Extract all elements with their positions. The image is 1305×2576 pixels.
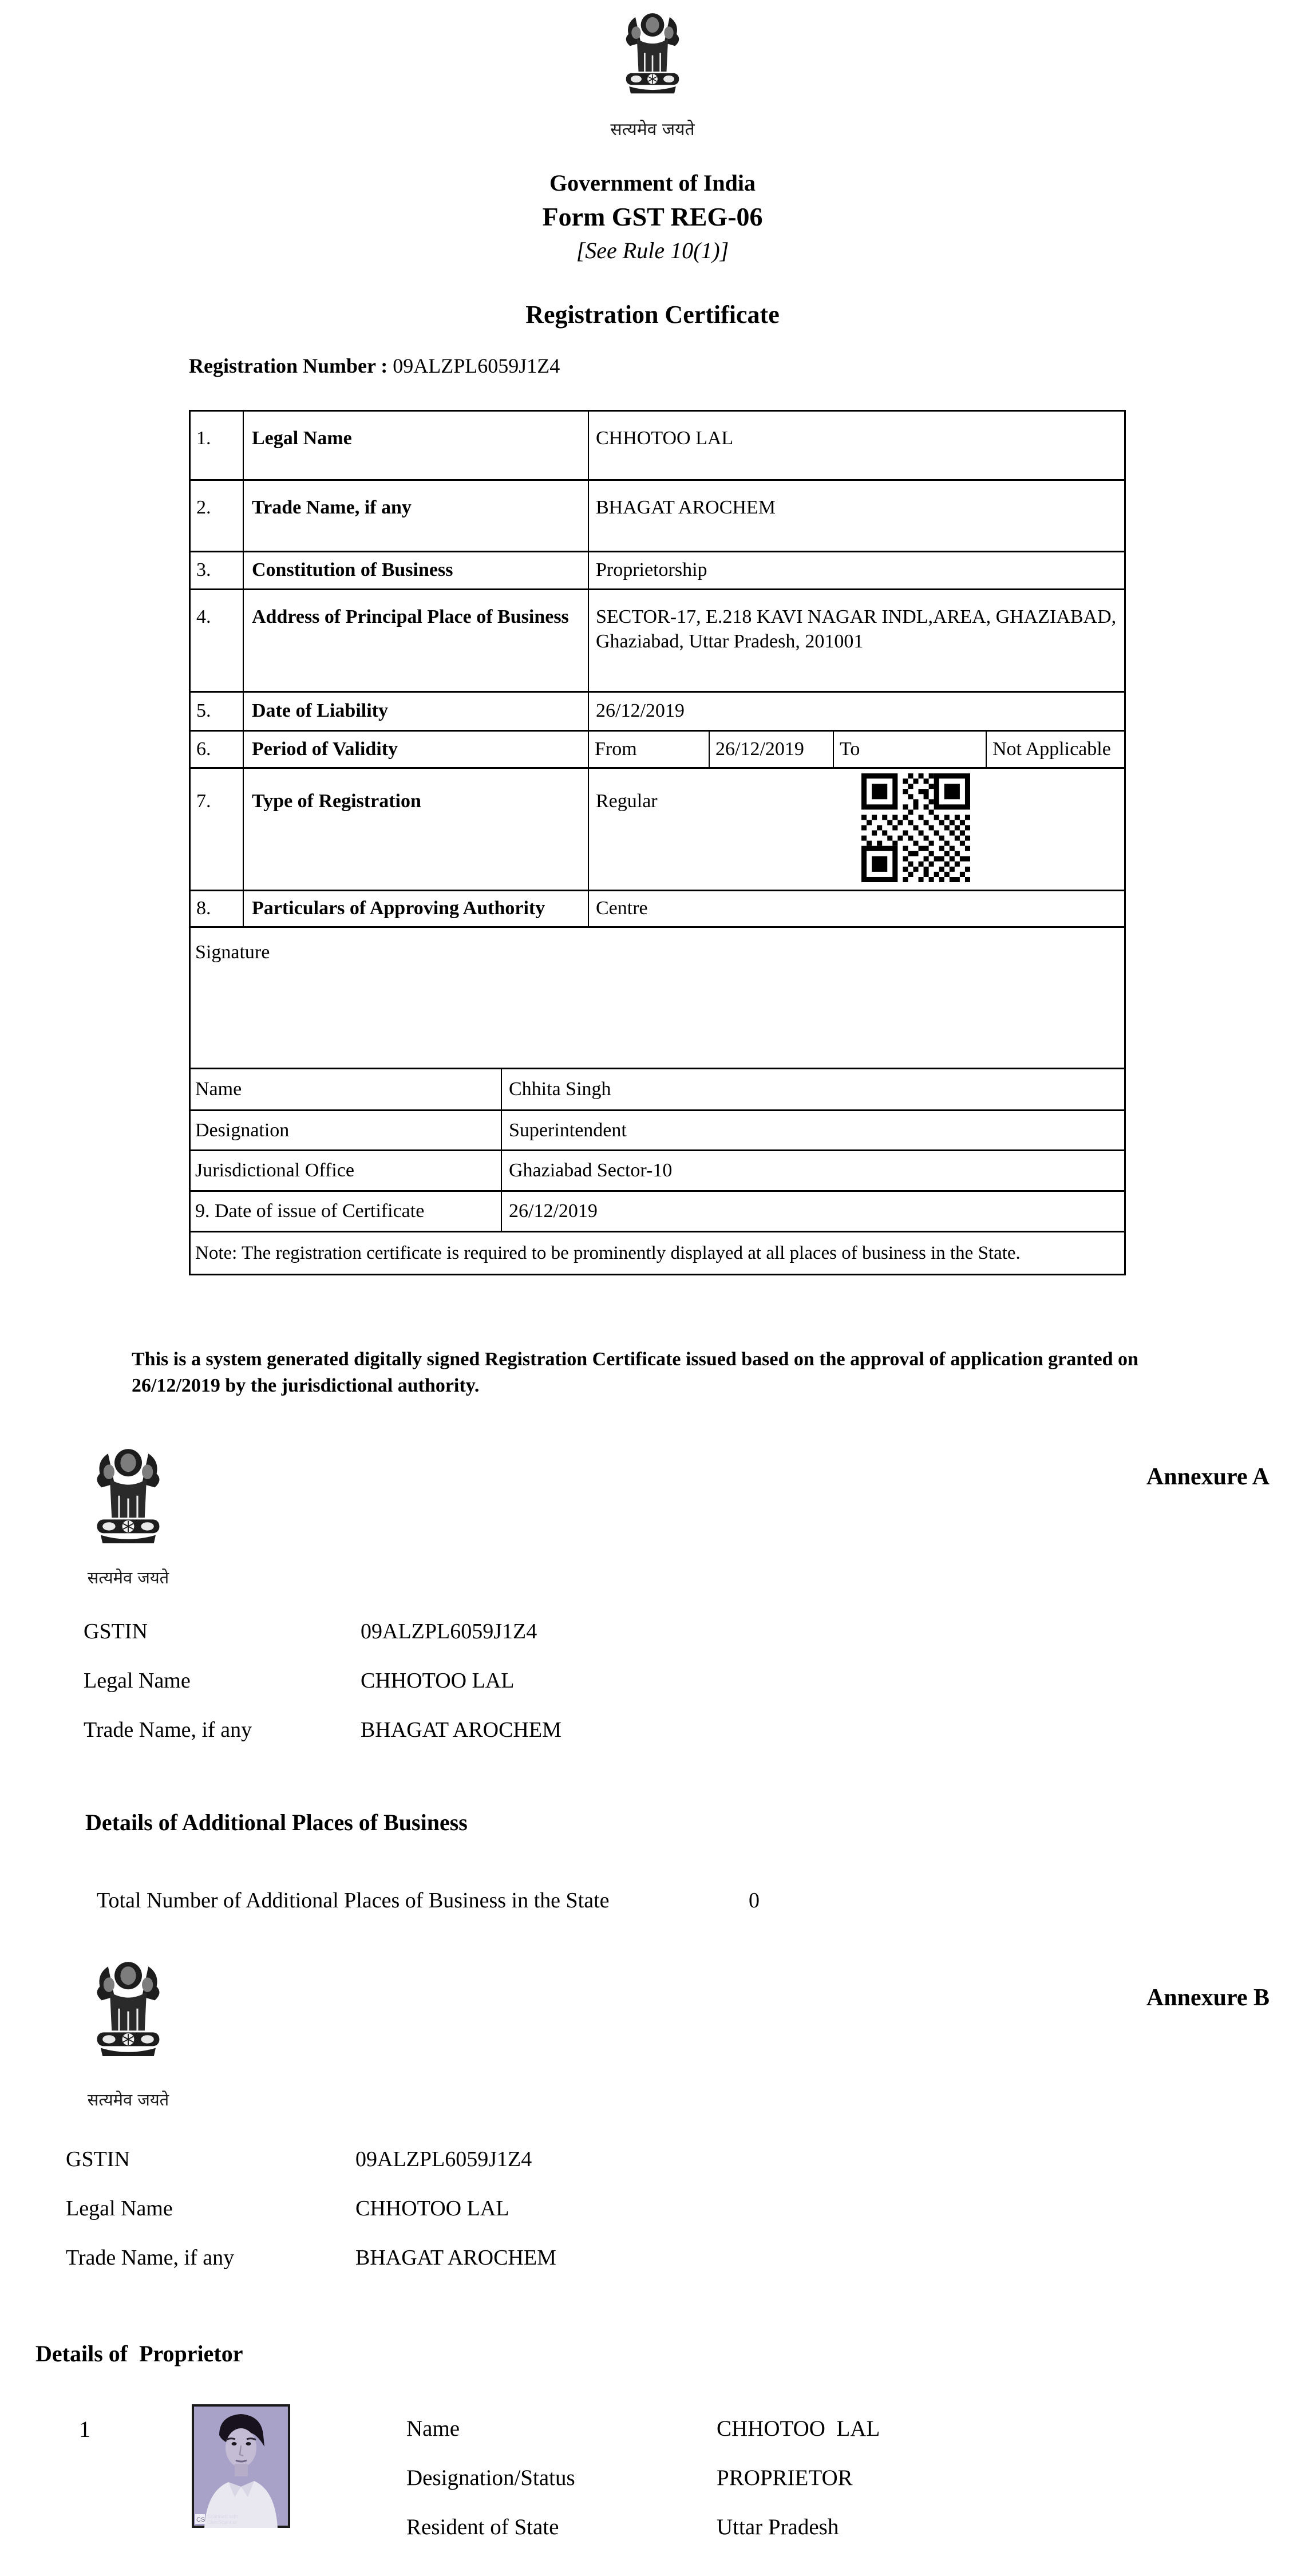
india-state-emblem-icon	[614, 3, 691, 113]
officer-row-value: Superintendent	[509, 1119, 627, 1141]
officer-row-label: 9. Date of issue of Certificate	[191, 1192, 502, 1231]
field-label: GSTIN	[84, 1619, 148, 1643]
table-row-type-of-registration	[191, 769, 1124, 891]
date-of-issue-row	[191, 1192, 1124, 1232]
officer-row-label: Designation	[191, 1111, 502, 1149]
row-value: Centre	[596, 898, 648, 919]
field-row-gstin	[66, 2147, 924, 2196]
row-label: Date of Liability	[244, 693, 589, 730]
registration-number-label: Registration Number :	[189, 354, 388, 377]
row-label: Type of Registration	[244, 769, 589, 890]
row-number: 3.	[191, 552, 244, 588]
registration-number-value: 09ALZPL6059J1Z4	[393, 354, 560, 377]
field-row-name	[406, 2416, 1208, 2465]
proprietor-fields	[406, 2416, 1208, 2563]
field-label: GSTIN	[66, 2147, 130, 2171]
table-row-date-of-liability	[191, 693, 1124, 732]
camscanner-badge: CS	[196, 2516, 205, 2523]
row-value: SECTOR-17, E.218 KAVI NAGAR INDL,AREA, GHAZIABAD, Ghaziabad, Uttar Pradesh, 201001	[596, 606, 1117, 652]
jurisdictional-office-row	[191, 1151, 1124, 1192]
row-label: Trade Name, if any	[244, 481, 589, 551]
field-label: Designation/Status	[406, 2466, 575, 2490]
india-state-emblem-icon	[79, 1443, 177, 1562]
field-label: Trade Name, if any	[84, 1718, 252, 1742]
field-value: BHAGAT AROCHEM	[361, 1718, 561, 1742]
field-label: Name	[406, 2416, 460, 2441]
field-value: CHHOTOO LAL	[717, 2416, 880, 2441]
table-row-constitution	[191, 552, 1124, 590]
total-additional-places-line	[97, 1888, 955, 1913]
validity-from-value: 26/12/2019	[710, 732, 834, 767]
registration-type-value: Regular	[596, 791, 658, 812]
field-row-legal-name	[84, 1668, 942, 1717]
officer-row-value: Chhita Singh	[509, 1078, 611, 1100]
note-text: Note: The registration certificate is required to be prominently displayed at all places of business in the State.	[195, 1242, 1021, 1263]
row-number: 2.	[191, 481, 244, 551]
field-row-gstin	[84, 1619, 942, 1668]
row-number: 6.	[191, 732, 244, 767]
certificate-table	[189, 410, 1126, 1275]
annexure-a-title: Annexure A	[1146, 1464, 1270, 1490]
field-value: PROPRIETOR	[717, 2466, 853, 2490]
certificate-title: Registration Certificate	[525, 301, 780, 329]
row-label: Particulars of Approving Authority	[244, 891, 589, 926]
signature-row	[191, 928, 1124, 1069]
row-label: Constitution of Business	[244, 552, 589, 588]
field-value: Uttar Pradesh	[717, 2515, 839, 2539]
camscanner-watermark-line1: Scanned with	[207, 2514, 239, 2519]
row-number: 4.	[191, 590, 244, 691]
table-row-period-of-validity	[191, 732, 1124, 769]
field-label: Legal Name	[84, 1669, 191, 1693]
proprietor-photo	[192, 2404, 290, 2528]
table-row-approving-authority	[191, 891, 1124, 928]
rule-reference: [See Rule 10(1)]	[576, 238, 729, 263]
officer-designation-row	[191, 1111, 1124, 1151]
validity-from-label: From	[589, 732, 710, 767]
table-row-legal-name	[191, 412, 1124, 481]
signature-label: Signature	[195, 942, 270, 963]
row-value: BHAGAT AROCHEM	[596, 497, 776, 518]
qr-code-icon	[861, 773, 970, 882]
form-title: Form GST REG-06	[542, 202, 763, 231]
details-of-proprietor-heading: Details of Proprietor	[35, 2341, 243, 2366]
row-value: 26/12/2019	[596, 700, 685, 722]
field-value: 09ALZPL6059J1Z4	[361, 1619, 537, 1643]
note-row	[191, 1232, 1124, 1274]
total-label: Total Number of Additional Places of Business in the State	[97, 1888, 610, 1913]
table-row-address	[191, 590, 1124, 693]
proprietor-index: 1	[79, 2416, 90, 2442]
row-label: Address of Principal Place of Business	[244, 590, 589, 691]
officer-row-value: 26/12/2019	[509, 1200, 598, 1222]
total-value: 0	[749, 1888, 760, 1913]
row-label: Period of Validity	[244, 732, 589, 767]
officer-name-row	[191, 1069, 1124, 1111]
field-row-resident-state	[406, 2514, 1208, 2563]
camscanner-watermark-line2: CamScanner	[207, 2519, 238, 2525]
table-row-trade-name	[191, 481, 1124, 552]
field-row-legal-name	[66, 2196, 924, 2245]
field-label: Trade Name, if any	[66, 2246, 235, 2270]
annexure-a-fields	[84, 1619, 942, 1767]
row-value: Proprietorship	[596, 559, 707, 581]
row-number: 8.	[191, 891, 244, 926]
validity-to-value: Not Applicable	[992, 738, 1111, 760]
row-number: 5.	[191, 693, 244, 730]
row-value: CHHOTOO LAL	[596, 428, 734, 449]
registration-number-line	[189, 354, 560, 378]
system-generated-note: This is a system generated digitally signed Registration Certificate issued based on the approval of application granted on 26/12/2019 by the jurisdictional authority.	[132, 1349, 1138, 1396]
officer-row-value: Ghaziabad Sector-10	[509, 1160, 673, 1181]
government-of-india-title: Government of India	[549, 170, 756, 196]
field-value: BHAGAT AROCHEM	[355, 2246, 556, 2270]
officer-row-label: Name	[191, 1069, 502, 1109]
annexure-b-fields	[66, 2147, 924, 2294]
field-value: 09ALZPL6059J1Z4	[355, 2147, 532, 2171]
india-state-emblem-icon	[79, 1955, 177, 2075]
emblem-motto-text: सत्यमेव जयते	[87, 1568, 169, 1587]
field-row-trade-name	[84, 1717, 942, 1767]
field-value: CHHOTOO LAL	[361, 1669, 515, 1693]
additional-places-heading: Details of Additional Places of Business	[85, 1809, 468, 1835]
field-row-designation	[406, 2465, 1208, 2514]
emblem-motto-text: सत्यमेव जयते	[610, 120, 695, 140]
row-label: Legal Name	[244, 412, 589, 479]
validity-to-label: To	[834, 732, 987, 767]
emblem-motto-text: सत्यमेव जयते	[87, 2090, 169, 2109]
row-number: 7.	[191, 769, 244, 890]
field-row-trade-name	[66, 2245, 924, 2294]
field-label: Legal Name	[66, 2196, 173, 2221]
field-value: CHHOTOO LAL	[355, 2196, 509, 2221]
row-value	[589, 769, 1124, 890]
annexure-b-title: Annexure B	[1146, 1985, 1270, 2011]
officer-row-label: Jurisdictional Office	[191, 1151, 502, 1190]
row-number: 1.	[191, 412, 244, 479]
field-label: Resident of State	[406, 2515, 559, 2539]
